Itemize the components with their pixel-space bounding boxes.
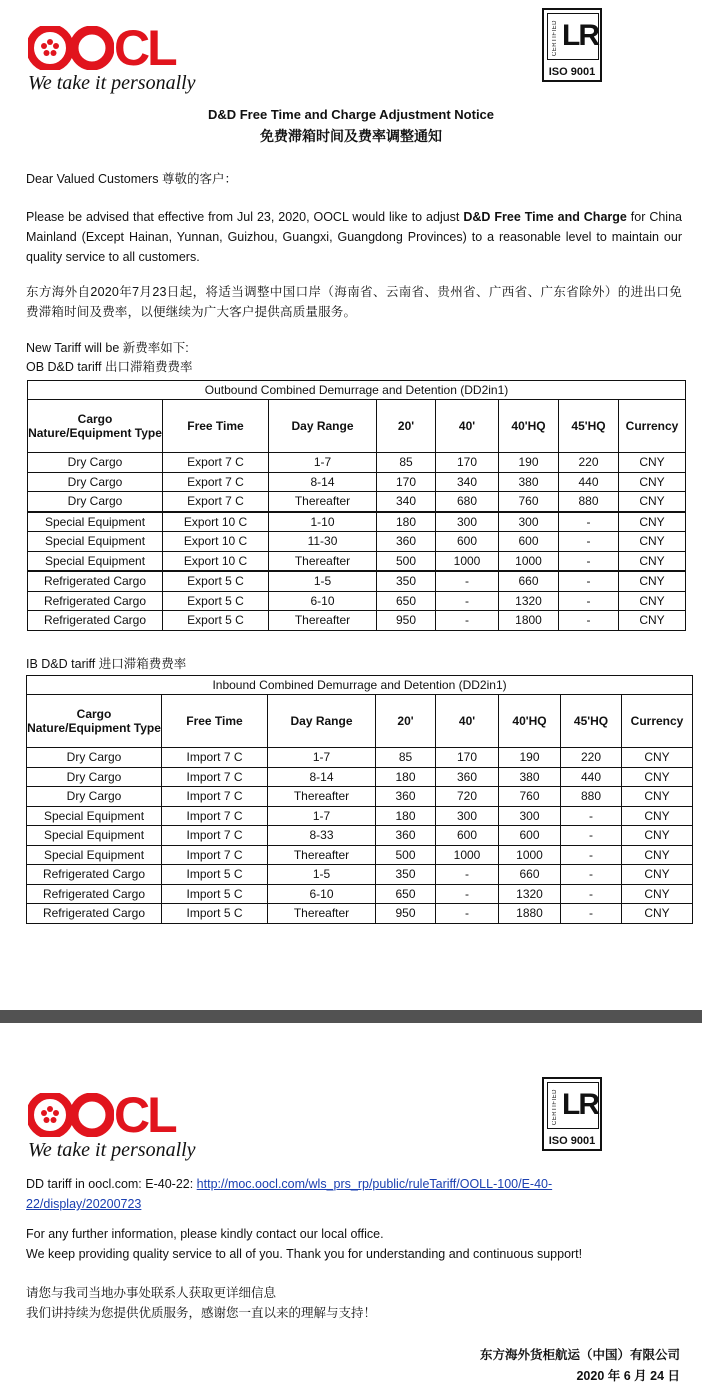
cell-20: 85 — [376, 748, 436, 768]
column-header-free-time: Free Time — [163, 400, 269, 453]
cell-40hq: 1320 — [499, 591, 559, 611]
cell-20: 950 — [376, 904, 436, 924]
cell-cargo: Dry Cargo — [27, 748, 162, 768]
iso-certification-badge — [542, 8, 602, 82]
cell-40: 600 — [436, 532, 499, 552]
intro-text-part2: for China Mainland (Except Hainan, Yunnan, Guizhou, Guangxi, Guangdong Provinces) to a reasonable level to maintain our quality service to all customers. — [26, 210, 682, 264]
cell-currency: CNY — [619, 472, 686, 492]
greeting: Dear Valued Customers 尊敬的客户： — [26, 172, 237, 186]
cell-day-range: 8-14 — [268, 767, 376, 787]
cell-free-time: Import 5 C — [162, 865, 268, 885]
cell-20: 650 — [376, 884, 436, 904]
cell-40hq: 1880 — [499, 904, 561, 924]
cell-45hq: 880 — [561, 787, 622, 807]
cell-cargo: Special Equipment — [28, 551, 163, 571]
column-header-currency: Currency — [622, 695, 693, 748]
iso-label: ISO 9001 — [548, 66, 596, 78]
cell-45hq: - — [561, 865, 622, 885]
cell-40hq: 660 — [499, 865, 561, 885]
column-header-40hq: 40'HQ — [499, 695, 561, 748]
notice-date: 2020 年 6 月 24 日 — [576, 1369, 680, 1383]
cell-cargo: Special Equipment — [27, 845, 162, 865]
cell-day-range: 1-5 — [269, 571, 377, 591]
cell-day-range: 8-14 — [269, 472, 377, 492]
cell-45hq: - — [559, 611, 619, 631]
cell-40hq: 190 — [499, 748, 561, 768]
table-row — [28, 532, 686, 552]
cell-cargo: Refrigerated Cargo — [27, 865, 162, 885]
cell-20: 85 — [377, 453, 436, 473]
cell-free-time: Import 7 C — [162, 787, 268, 807]
table-caption: Outbound Combined Demurrage and Detention (DD2in1) — [28, 381, 686, 400]
oocl-wordmark — [28, 20, 196, 76]
cell-currency: CNY — [622, 904, 693, 924]
cell-45hq: 880 — [559, 492, 619, 512]
intro-text-bold: D&D Free Time and Charge — [463, 210, 627, 224]
oocl-logo — [28, 20, 196, 95]
cell-20: 950 — [377, 611, 436, 631]
table-row — [28, 551, 686, 571]
cell-day-range: 1-7 — [268, 806, 376, 826]
intro-paragraph-zh: 东方海外自2020年7月23日起，将适当调整中国口岸（海南省、云南省、贵州省、广西省、广东省除外）的进出口免费滞箱时间及费率，以便继续为广大客户提供高质量服务。 — [26, 285, 682, 319]
cell-free-time: Import 7 C — [162, 826, 268, 846]
cell-40hq: 600 — [499, 532, 559, 552]
cell-20: 500 — [377, 551, 436, 571]
cell-currency: CNY — [619, 591, 686, 611]
ib-tariff-label: IB D&D tariff 进口滞箱费费率 — [26, 657, 187, 671]
contact-text-zh: 请您与我司当地办事处联系人获取更详细信息 — [26, 1286, 277, 1300]
cell-40hq: 760 — [499, 492, 559, 512]
plum-blossom-o-icon — [28, 26, 72, 70]
column-header-20: 20' — [376, 695, 436, 748]
cell-currency: CNY — [622, 884, 693, 904]
cell-free-time: Export 5 C — [163, 591, 269, 611]
cell-40hq: 300 — [499, 512, 559, 532]
cell-day-range: Thereafter — [269, 492, 377, 512]
cell-currency: CNY — [619, 532, 686, 552]
cell-20: 360 — [376, 787, 436, 807]
table-row — [27, 767, 693, 787]
cell-40: 720 — [436, 787, 499, 807]
cell-20: 360 — [376, 826, 436, 846]
cell-45hq: 220 — [561, 748, 622, 768]
intro-text-part1: Please be advised that effective from Jul 23, 2020, OOCL would like to adjust — [26, 210, 464, 224]
column-header-45hq: 45'HQ — [559, 400, 619, 453]
table-row — [28, 492, 686, 512]
cell-45hq: - — [561, 884, 622, 904]
intro-paragraph-en — [26, 207, 682, 267]
table-row — [28, 472, 686, 492]
table-row — [27, 806, 693, 826]
cell-cargo: Dry Cargo — [27, 767, 162, 787]
cell-free-time: Export 5 C — [163, 571, 269, 591]
cell-20: 170 — [377, 472, 436, 492]
cell-45hq: - — [561, 806, 622, 826]
cell-day-range: Thereafter — [269, 551, 377, 571]
iso-lr-text: LR — [562, 19, 598, 52]
cell-20: 360 — [377, 532, 436, 552]
table-caption: Inbound Combined Demurrage and Detention (DD2in1) — [27, 676, 693, 695]
cell-20: 340 — [377, 492, 436, 512]
dd-tariff-link-block — [26, 1174, 682, 1214]
iso-certified-text: CERTIFIED — [552, 20, 558, 57]
cell-20: 180 — [376, 767, 436, 787]
table-row — [28, 591, 686, 611]
cell-cargo: Special Equipment — [27, 806, 162, 826]
cell-40hq: 1800 — [499, 611, 559, 631]
cell-45hq: - — [561, 904, 622, 924]
cell-day-range: 1-7 — [269, 453, 377, 473]
cell-40hq: 1000 — [499, 845, 561, 865]
thanks-text-en: We keep providing quality service to all of you. Thank you for understanding and continuous support! — [26, 1247, 583, 1261]
iso-certified-text: CERTIFIED — [552, 1089, 558, 1126]
iso-label: ISO 9001 — [548, 1135, 596, 1147]
cell-20: 350 — [377, 571, 436, 591]
table-row — [28, 571, 686, 591]
ob-tariff-label: OB D&D tariff 出口滞箱费费率 — [26, 360, 193, 374]
plum-blossom-o-icon — [28, 1093, 72, 1137]
cell-40hq: 1000 — [499, 551, 559, 571]
new-tariff-label: New Tariff will be 新费率如下: — [26, 341, 189, 355]
cell-free-time: Export 10 C — [163, 532, 269, 552]
notice-title-en: D&D Free Time and Charge Adjustment Notice — [207, 107, 495, 122]
cell-free-time: Export 7 C — [163, 472, 269, 492]
cell-cargo: Refrigerated Cargo — [27, 904, 162, 924]
table-row — [27, 748, 693, 768]
column-header-day-range: Day Range — [268, 695, 376, 748]
cell-40hq: 600 — [499, 826, 561, 846]
dd-tariff-link-part1[interactable]: http://moc.oocl.com/wls_prs_rp/public/ruleTariff/OOLL-100/E-40- — [196, 1177, 553, 1191]
column-header-40: 40' — [436, 695, 499, 748]
cell-day-range: 11-30 — [269, 532, 377, 552]
cell-currency: CNY — [619, 453, 686, 473]
cell-currency: CNY — [619, 492, 686, 512]
table-row — [28, 512, 686, 532]
cell-40hq: 190 — [499, 453, 559, 473]
cell-day-range: Thereafter — [268, 787, 376, 807]
cell-40: 170 — [436, 453, 499, 473]
o-letter-icon — [70, 1093, 114, 1137]
cell-40: - — [436, 611, 499, 631]
cell-cargo: Dry Cargo — [28, 453, 163, 473]
cell-free-time: Import 7 C — [162, 845, 268, 865]
cell-currency: CNY — [619, 512, 686, 532]
cell-free-time: Export 10 C — [163, 551, 269, 571]
cell-40: 1000 — [436, 845, 499, 865]
outbound-tariff-table — [27, 380, 686, 631]
table-row — [27, 904, 693, 924]
table-row — [27, 826, 693, 846]
cell-cargo: Dry Cargo — [27, 787, 162, 807]
cell-cargo: Refrigerated Cargo — [28, 611, 163, 631]
cell-day-range: 1-7 — [268, 748, 376, 768]
table-row — [28, 611, 686, 631]
cell-currency: CNY — [622, 806, 693, 826]
iso-lr-text: LR — [562, 1088, 598, 1121]
cell-40hq: 660 — [499, 571, 559, 591]
cell-currency: CNY — [622, 767, 693, 787]
cell-40: - — [436, 904, 499, 924]
cell-cargo: Special Equipment — [28, 532, 163, 552]
cell-45hq: - — [559, 512, 619, 532]
column-header-45hq: 45'HQ — [561, 695, 622, 748]
cell-cargo: Dry Cargo — [28, 472, 163, 492]
cell-free-time: Export 7 C — [163, 453, 269, 473]
cell-45hq: 440 — [561, 767, 622, 787]
column-header-cargo: Cargo Nature/Equipment Type — [28, 400, 163, 453]
dd-tariff-link-part2[interactable]: 22/display/20200723 — [26, 1197, 142, 1211]
cell-40hq: 760 — [499, 787, 561, 807]
column-header-cargo: Cargo Nature/Equipment Type — [27, 695, 162, 748]
column-header-day-range: Day Range — [269, 400, 377, 453]
page-separator — [0, 1010, 702, 1023]
cell-40: 170 — [436, 748, 499, 768]
cell-45hq: 440 — [559, 472, 619, 492]
cell-free-time: Import 7 C — [162, 748, 268, 768]
cell-free-time: Import 7 C — [162, 767, 268, 787]
cell-day-range: 6-10 — [268, 884, 376, 904]
cell-day-range: 8-33 — [268, 826, 376, 846]
cell-40: 1000 — [436, 551, 499, 571]
cell-20: 350 — [376, 865, 436, 885]
cell-45hq: 220 — [559, 453, 619, 473]
column-header-currency: Currency — [619, 400, 686, 453]
cell-day-range: Thereafter — [268, 845, 376, 865]
cell-currency: CNY — [619, 571, 686, 591]
cell-day-range: 6-10 — [269, 591, 377, 611]
cell-cargo: Refrigerated Cargo — [28, 591, 163, 611]
cell-45hq: - — [561, 826, 622, 846]
cell-45hq: - — [559, 591, 619, 611]
cell-40: 300 — [436, 806, 499, 826]
cell-40: - — [436, 884, 499, 904]
cell-free-time: Export 5 C — [163, 611, 269, 631]
cell-45hq: - — [561, 845, 622, 865]
cell-currency: CNY — [622, 787, 693, 807]
cell-currency: CNY — [622, 826, 693, 846]
inbound-tariff-table — [26, 675, 693, 924]
cell-day-range: 1-5 — [268, 865, 376, 885]
oocl-wordmark — [28, 1087, 196, 1143]
cell-20: 650 — [377, 591, 436, 611]
lr-mark-icon — [547, 13, 599, 60]
notice-title-zh: 免费滞箱时间及费率调整通知 — [260, 128, 442, 144]
cell-free-time: Import 7 C — [162, 806, 268, 826]
logo-cl-text: CL — [114, 20, 175, 76]
cell-cargo: Refrigerated Cargo — [27, 884, 162, 904]
table-row — [27, 787, 693, 807]
tagline: We take it personally — [28, 1139, 196, 1161]
cell-free-time: Import 5 C — [162, 884, 268, 904]
cell-cargo: Refrigerated Cargo — [28, 571, 163, 591]
column-header-20: 20' — [377, 400, 436, 453]
cell-40hq: 1320 — [499, 884, 561, 904]
iso-certification-badge — [542, 1077, 602, 1151]
column-header-40hq: 40'HQ — [499, 400, 559, 453]
cell-40: 340 — [436, 472, 499, 492]
table-row — [27, 884, 693, 904]
cell-20: 180 — [376, 806, 436, 826]
column-header-free-time: Free Time — [162, 695, 268, 748]
cell-40: - — [436, 571, 499, 591]
cell-20: 500 — [376, 845, 436, 865]
cell-day-range: Thereafter — [268, 904, 376, 924]
column-header-40: 40' — [436, 400, 499, 453]
cell-day-range: 1-10 — [269, 512, 377, 532]
dd-tariff-label: DD tariff in oocl.com: E-40-22: — [26, 1177, 197, 1191]
cell-45hq: - — [559, 532, 619, 552]
cell-cargo: Dry Cargo — [28, 492, 163, 512]
cell-40: 680 — [436, 492, 499, 512]
notice-page-2 — [0, 1023, 702, 1384]
cell-free-time: Export 10 C — [163, 512, 269, 532]
cell-40: 600 — [436, 826, 499, 846]
cell-cargo: Special Equipment — [28, 512, 163, 532]
cell-45hq: - — [559, 571, 619, 591]
cell-40: - — [436, 591, 499, 611]
thanks-text-zh: 我们讲持续为您提供优质服务，感谢您一直以来的理解与支持！ — [26, 1306, 377, 1320]
cell-currency: CNY — [619, 611, 686, 631]
cell-currency: CNY — [622, 845, 693, 865]
cell-currency: CNY — [619, 551, 686, 571]
cell-day-range: Thereafter — [269, 611, 377, 631]
cell-40hq: 380 — [499, 767, 561, 787]
cell-40hq: 380 — [499, 472, 559, 492]
cell-currency: CNY — [622, 748, 693, 768]
cell-free-time: Import 5 C — [162, 904, 268, 924]
cell-40: 360 — [436, 767, 499, 787]
table-row — [27, 865, 693, 885]
oocl-logo — [28, 1087, 196, 1162]
cell-currency: CNY — [622, 865, 693, 885]
cell-free-time: Export 7 C — [163, 492, 269, 512]
company-signature: 东方海外货柜航运（中国）有限公司 — [479, 1348, 680, 1362]
table-row — [28, 453, 686, 473]
tagline: We take it personally — [28, 72, 196, 94]
logo-cl-text: CL — [114, 1087, 175, 1143]
cell-20: 180 — [377, 512, 436, 532]
cell-40hq: 300 — [499, 806, 561, 826]
table-row — [27, 845, 693, 865]
cell-40: 300 — [436, 512, 499, 532]
contact-text-en: For any further information, please kindly contact our local office. — [26, 1227, 384, 1241]
cell-cargo: Special Equipment — [27, 826, 162, 846]
cell-40: - — [436, 865, 499, 885]
o-letter-icon — [70, 26, 114, 70]
cell-45hq: - — [559, 551, 619, 571]
lr-mark-icon — [547, 1082, 599, 1129]
